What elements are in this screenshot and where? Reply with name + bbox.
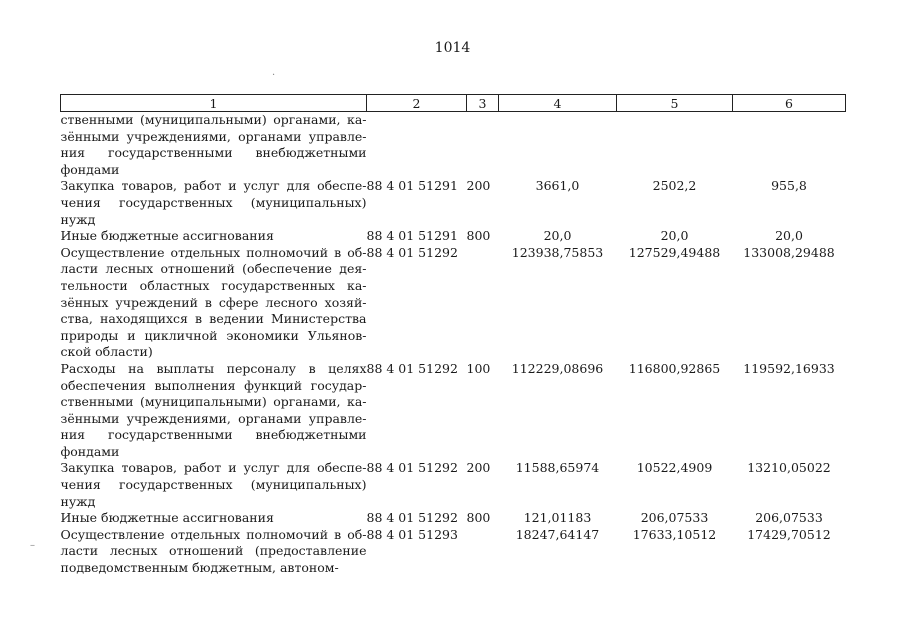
column-header-4: 4: [499, 95, 617, 112]
row-expense-type: 200: [466, 178, 491, 194]
row-expense-type: 800: [466, 510, 491, 526]
row-name-line: ласти лесных отношений (обеспечение дея-: [60, 261, 367, 277]
row-name: [61, 178, 367, 228]
column-header-3: 3: [467, 95, 499, 112]
row-value-year1: [499, 112, 617, 179]
scan-speck: ·: [272, 70, 276, 81]
table-row: [61, 460, 846, 510]
row-name: [61, 510, 367, 527]
row-expense-type: 200: [466, 460, 491, 476]
row-value-year3: 17429,70512: [747, 526, 831, 542]
row-name-line: нужд: [60, 493, 96, 509]
row-code: [367, 112, 467, 179]
row-name-line: чения государственных (муниципальных): [60, 477, 367, 493]
row-expense-type: [467, 245, 499, 361]
row-value-year1: 20,0: [543, 228, 572, 244]
row-name-line: ласти лесных отношений (предоставление: [60, 543, 367, 559]
row-code: 88 4 01 51292: [366, 510, 458, 526]
row-value-year1: 18247,64147: [515, 526, 600, 542]
row-value-year2: 10522,4909: [636, 460, 713, 476]
budget-table: [60, 94, 846, 577]
table-body: [61, 112, 846, 577]
row-expense-type: [467, 112, 499, 179]
row-name-line: подведомственным бюджетным, автоном-: [60, 560, 339, 576]
table-row: [61, 178, 846, 228]
row-name-line: ния государственными внебюджетными: [60, 427, 367, 443]
table-row: [61, 361, 846, 461]
table-row: [61, 510, 846, 527]
row-value-year3: 955,8: [771, 178, 807, 194]
column-header-5: 5: [617, 95, 733, 112]
row-value-year1: 112229,08696: [511, 360, 604, 376]
row-value-year2: 127529,49488: [628, 244, 721, 260]
row-name-line: Расходы на выплаты персоналу в целях: [60, 360, 367, 376]
row-name: [61, 460, 367, 510]
row-name-line: ния государственными внебюджетными: [60, 145, 367, 161]
row-name-line: чения государственных (муниципальных): [60, 194, 367, 210]
row-name-line: фондами: [60, 443, 120, 459]
row-name-line: обеспечения выполнения функций государ-: [60, 377, 367, 393]
row-value-year3: 133008,29488: [743, 244, 835, 260]
row-name: [61, 361, 367, 461]
row-name-line: зёнными учреждениями, органами управле-: [60, 128, 367, 144]
row-name-line: зёнными учреждениями, органами управле-: [60, 410, 367, 426]
row-value-year2: 2502,2: [652, 178, 697, 194]
row-expense-type: 100: [466, 360, 491, 376]
row-name-line: ственными (муниципальными) органами, ка-: [60, 112, 367, 127]
row-name-line: ства, находящихся в ведении Министерства: [60, 311, 367, 327]
row-name-line: ской области): [60, 344, 153, 360]
row-code: 88 4 01 51292: [366, 460, 458, 476]
row-value-year3: 119592,16933: [743, 360, 835, 376]
column-header-6: 6: [733, 95, 846, 112]
table-row: [61, 112, 846, 179]
row-value-year1: 3661,0: [535, 178, 580, 194]
row-name: [61, 245, 367, 361]
row-name-line: Иные бюджетные ассигнования: [60, 228, 274, 244]
row-value-year3: 20,0: [775, 228, 803, 244]
row-name-line: Закупка товаров, работ и услуг для обеспе-: [60, 178, 367, 194]
row-name-line: фондами: [60, 161, 120, 177]
row-value-year2: 116800,92865: [628, 360, 721, 376]
row-name-line: Осуществление отдельных полномочий в об-: [60, 526, 367, 542]
table-row: [61, 228, 846, 245]
row-code: 88 4 01 51293: [366, 526, 458, 542]
page-number: 1014: [434, 40, 471, 56]
row-value-year2: [617, 112, 733, 179]
table-row: [61, 245, 846, 361]
row-expense-type: 800: [466, 228, 491, 244]
row-value-year1: 123938,75853: [511, 244, 604, 260]
row-value-year1: 11588,65974: [515, 460, 600, 476]
row-code: 88 4 01 51291: [366, 228, 458, 244]
row-code: 88 4 01 51292: [366, 360, 458, 376]
column-header-1: 1: [61, 95, 367, 112]
table-header: [61, 95, 846, 112]
row-name-line: нужд: [60, 211, 96, 227]
row-name: [61, 228, 367, 245]
row-value-year2: 17633,10512: [632, 526, 717, 542]
row-name-line: Осуществление отдельных полномочий в об-: [60, 244, 367, 260]
row-name-line: природы и цикличной экономики Ульянов-: [60, 327, 367, 343]
row-expense-type: [467, 527, 499, 577]
row-value-year3: 206,07533: [755, 510, 823, 526]
row-value-year2: 20,0: [660, 228, 689, 244]
row-value-year3: 13210,05022: [747, 460, 831, 476]
row-value-year1: 121,01183: [523, 510, 592, 526]
row-name-line: ственными (муниципальными) органами, ка-: [60, 394, 367, 410]
row-name: [61, 112, 367, 179]
table-row: [61, 527, 846, 577]
row-name-line: зённых учреждений в сфере лесного хозяй-: [60, 294, 367, 310]
row-name-line: Иные бюджетные ассигнования: [60, 510, 274, 526]
row-value-year2: 206,07533: [640, 510, 709, 526]
row-name-line: тельности областных государственных ка-: [60, 277, 367, 293]
scan-dash: –: [30, 540, 35, 551]
column-header-2: 2: [367, 95, 467, 112]
row-name-line: Закупка товаров, работ и услуг для обеспе-: [60, 460, 367, 476]
row-value-year3: [733, 112, 846, 179]
row-name: [61, 527, 367, 577]
row-code: 88 4 01 51292: [366, 244, 458, 260]
row-code: 88 4 01 51291: [366, 178, 458, 194]
